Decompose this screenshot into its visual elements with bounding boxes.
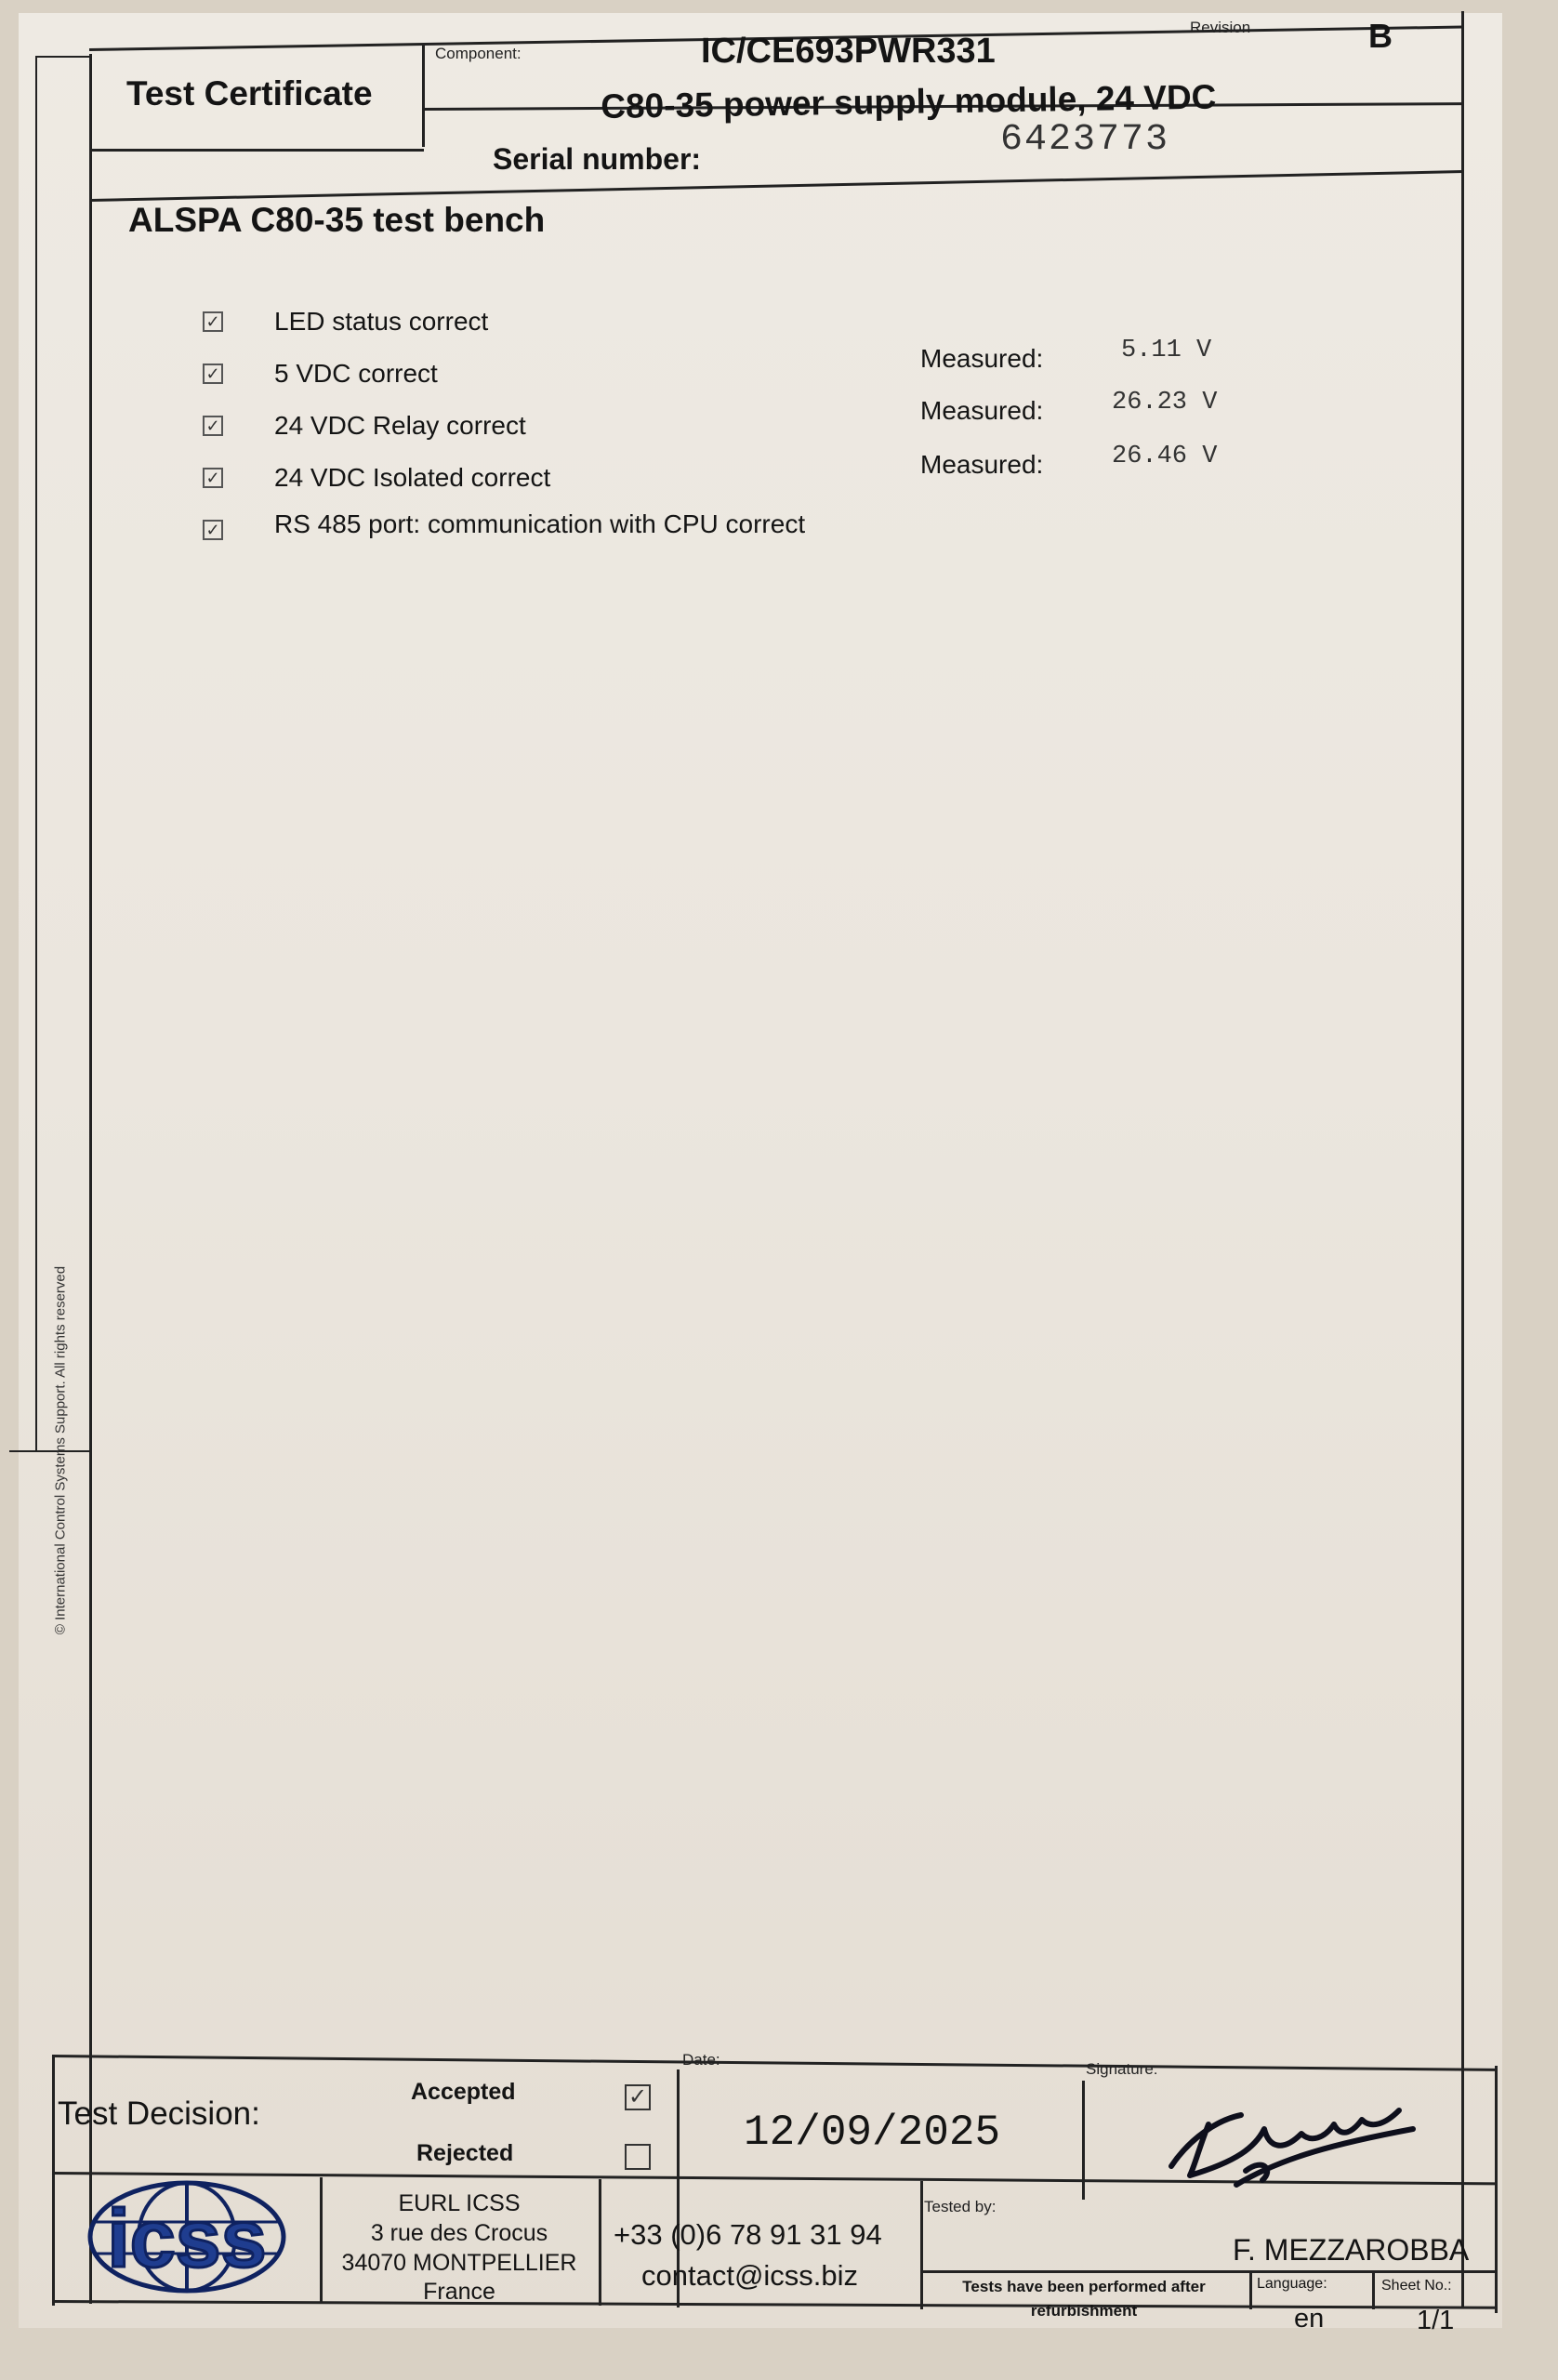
- testedby-bottom-line: [920, 2270, 1497, 2273]
- language-label: Language:: [1257, 2276, 1327, 2292]
- check-5vdc-checkbox[interactable]: ✓: [203, 364, 223, 384]
- component-code: IC/CE693PWR331: [701, 32, 996, 71]
- language-value: en: [1294, 2304, 1325, 2334]
- check-rs485-checkbox[interactable]: ✓: [203, 520, 223, 540]
- icss-logo: [63, 2175, 310, 2298]
- sheet-value: 1/1: [1417, 2306, 1455, 2335]
- sheet-divider: [1372, 2272, 1375, 2309]
- tested-by-label: Tested by:: [924, 2198, 997, 2215]
- address-line-1: EURL ICSS: [398, 2190, 521, 2216]
- test-decision-label: Test Decision:: [58, 2096, 260, 2132]
- check-24vdc-isolated-label: 24 VDC Isolated correct: [274, 463, 551, 492]
- frame-left-line: [89, 54, 92, 2304]
- check-5vdc-label: 5 VDC correct: [274, 359, 438, 388]
- component-description: C80-35 power supply module, 24 VDC: [601, 77, 1217, 126]
- footer-address-divider: [599, 2179, 601, 2306]
- check-rs485-label: RS 485 port: communication with CPU correct: [274, 509, 806, 538]
- frame-right-line: [1461, 11, 1464, 2307]
- accepted-checkbox[interactable]: ✓: [625, 2084, 651, 2110]
- copyright-notice: © International Control Systems Support. All rights reserved: [52, 1265, 69, 1635]
- check-24vdc-relay-checkbox[interactable]: ✓: [203, 416, 223, 436]
- rejected-checkbox[interactable]: [625, 2144, 651, 2170]
- check-24vdc-relay-label: 24 VDC Relay correct: [274, 411, 526, 440]
- measured-5vdc-value: 5.11 V: [1121, 337, 1212, 364]
- check-led-label: LED status correct: [274, 307, 489, 336]
- footer-contact-divider: [920, 2181, 923, 2309]
- check-24vdc-isolated-checkbox[interactable]: ✓: [203, 468, 223, 488]
- signature-label: Signature:: [1086, 2060, 1158, 2078]
- serial-number-value: 6423773: [1000, 119, 1170, 161]
- accepted-label: Accepted: [411, 2079, 516, 2105]
- margin-strip-top: [35, 56, 91, 58]
- rejected-label: Rejected: [416, 2140, 514, 2166]
- tested-by-name: F. MEZZAROBBA: [1233, 2233, 1470, 2267]
- measured-5vdc-label: Measured:: [920, 344, 1044, 373]
- contact-phone: +33 (0)6 78 91 31 94: [614, 2218, 882, 2251]
- date-label: Date:: [682, 2051, 720, 2069]
- refurbishment-note-line-2: refurbishment: [1030, 2302, 1138, 2320]
- revision-label: Revision: [1190, 19, 1251, 36]
- component-label: Component:: [435, 45, 522, 62]
- test-bench-title: ALSPA C80-35 test bench: [128, 201, 546, 239]
- date-value: 12/09/2025: [744, 2109, 1001, 2157]
- sheet-label: Sheet No.:: [1381, 2278, 1452, 2294]
- measured-24vdc-isolated-value: 26.46 V: [1112, 443, 1218, 470]
- address-line-4: France: [423, 2279, 495, 2305]
- refurbishment-note-line-1: Tests have been performed after: [962, 2278, 1206, 2295]
- language-divider: [1249, 2272, 1252, 2309]
- decision-right-line: [1495, 2066, 1498, 2313]
- decision-left-line: [52, 2055, 55, 2306]
- header-title-bottom: [89, 149, 424, 152]
- header-title-divider: [422, 45, 425, 147]
- footer-logo-divider: [320, 2177, 323, 2304]
- certificate-sheet: [19, 13, 1502, 2328]
- signature-image: [1153, 2082, 1450, 2194]
- margin-strip-bottom: [9, 1450, 91, 1452]
- measured-24vdc-relay-value: 26.23 V: [1112, 389, 1218, 416]
- margin-strip-left: [35, 56, 37, 1450]
- revision-value: B: [1368, 17, 1393, 55]
- measured-24vdc-relay-label: Measured:: [920, 396, 1044, 425]
- address-line-3: 34070 MONTPELLIER: [341, 2250, 577, 2276]
- serial-number-label: Serial number:: [493, 142, 702, 176]
- svg-text:icss: icss: [107, 2192, 267, 2284]
- check-led-checkbox[interactable]: ✓: [203, 311, 223, 332]
- certificate-title: Test Certificate: [126, 74, 373, 112]
- contact-email: contact@icss.biz: [641, 2259, 859, 2292]
- measured-24vdc-isolated-label: Measured:: [920, 450, 1044, 479]
- address-line-2: 3 rue des Crocus: [370, 2220, 548, 2246]
